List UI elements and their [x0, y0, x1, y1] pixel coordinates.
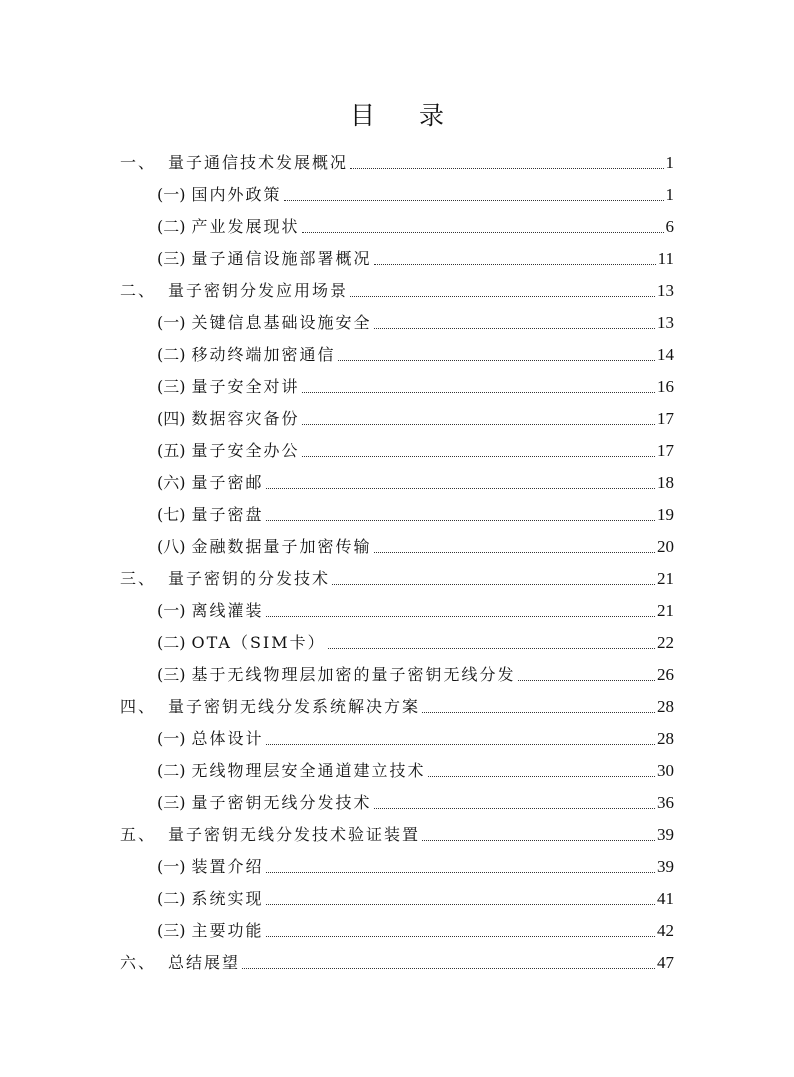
toc-entry-number: (二)	[157, 345, 186, 364]
toc-section-entry[interactable]	[157, 463, 674, 493]
toc-entry-page-number: 20	[657, 537, 674, 556]
toc-entry-number: (八)	[157, 537, 186, 556]
toc-entry-number: (二)	[157, 889, 186, 908]
toc-dot-leader	[266, 872, 655, 873]
toc-entry-number: (一)	[157, 601, 186, 620]
toc-dot-leader	[428, 776, 655, 777]
toc-entry-title: 量子密钥无线分发技术	[191, 793, 372, 812]
toc-entry-title: 无线物理层安全通道建立技术	[191, 761, 426, 780]
toc-entry-number: (二)	[157, 217, 186, 236]
toc-entry-number: (一)	[157, 313, 186, 332]
toc-entry-title: 基于无线物理层加密的量子密钥无线分发	[191, 665, 516, 684]
toc-entry-title: 移动终端加密通信	[191, 345, 336, 364]
toc-dot-leader	[242, 968, 655, 969]
toc-dot-leader	[350, 168, 663, 169]
toc-section-entry[interactable]	[157, 911, 674, 941]
toc-dot-leader	[374, 552, 655, 553]
toc-entry-title: 数据容灾备份	[191, 409, 300, 428]
toc-dot-leader	[266, 616, 655, 617]
toc-section-entry[interactable]	[157, 303, 674, 333]
toc-dot-leader	[284, 200, 664, 201]
toc-entry-title: 量子通信技术发展概况	[168, 153, 349, 172]
toc-entry-title: 国内外政策	[191, 185, 282, 204]
toc-section-entry[interactable]	[157, 591, 674, 621]
toc-entry-page-number: 13	[657, 313, 674, 332]
toc-dot-leader	[302, 456, 655, 457]
toc-entry-number: (二)	[157, 761, 186, 780]
toc-dot-leader	[266, 488, 655, 489]
toc-entry-page-number: 18	[657, 473, 674, 492]
toc-entry-title: 系统实现	[191, 889, 264, 908]
toc-entry-page-number: 1	[665, 185, 674, 204]
toc-entry-title: 量子密钥分发应用场景	[168, 281, 349, 300]
toc-entry-number: (五)	[157, 441, 186, 460]
toc-dot-leader	[266, 904, 655, 905]
toc-section-entry[interactable]	[157, 847, 674, 877]
toc-dot-leader	[518, 680, 655, 681]
toc-entry-page-number: 28	[657, 697, 674, 716]
toc-entry-title: 量子安全对讲	[191, 377, 300, 396]
toc-entry-number: 二、	[120, 281, 157, 300]
toc-entry-page-number: 28	[657, 729, 674, 748]
toc-dot-leader	[338, 360, 655, 361]
toc-entry-number: (三)	[157, 921, 186, 940]
toc-entry-page-number: 21	[657, 569, 674, 588]
toc-section-entry[interactable]	[157, 399, 674, 429]
toc-entry-title: 量子密钥的分发技术	[168, 569, 331, 588]
toc-entry-page-number: 19	[657, 505, 674, 524]
toc-section-entry[interactable]	[157, 527, 674, 557]
toc-section-entry[interactable]	[157, 335, 674, 365]
toc-entry-page-number: 17	[657, 441, 674, 460]
toc-entry-title: 装置介绍	[191, 857, 264, 876]
toc-section-entry[interactable]	[157, 175, 674, 205]
toc-entry-number: (一)	[157, 729, 186, 748]
toc-dot-leader	[266, 744, 655, 745]
toc-entry-page-number: 22	[657, 633, 674, 652]
toc-entry-page-number: 11	[657, 249, 674, 268]
toc-dot-leader	[374, 808, 655, 809]
toc-entry-title: 产业发展现状	[191, 217, 300, 236]
toc-entry-number: (三)	[157, 377, 186, 396]
toc-entry-title: 量子密邮	[191, 473, 264, 492]
toc-entry-title: 量子密盘	[191, 505, 264, 524]
toc-entry-number: (三)	[157, 249, 186, 268]
toc-entry-number: (一)	[157, 857, 186, 876]
toc-chapter-entry[interactable]	[120, 815, 674, 845]
toc-dot-leader	[302, 232, 664, 233]
toc-section-entry[interactable]	[157, 367, 674, 397]
toc-entry-number: (三)	[157, 793, 186, 812]
toc-entry-page-number: 41	[657, 889, 674, 908]
toc-entry-number: 三、	[120, 569, 157, 588]
toc-dot-leader	[422, 840, 655, 841]
toc-dot-leader	[350, 296, 655, 297]
toc-dot-leader	[302, 392, 655, 393]
toc-entry-title: 主要功能	[191, 921, 264, 940]
toc-entry-page-number: 17	[657, 409, 674, 428]
toc-entry-number: 四、	[120, 697, 157, 716]
toc-entry-page-number: 26	[657, 665, 674, 684]
toc-chapter-entry[interactable]	[120, 559, 674, 589]
toc-entry-number: (一)	[157, 185, 186, 204]
toc-chapter-entry[interactable]	[120, 271, 674, 301]
toc-entry-title: 量子安全办公	[191, 441, 300, 460]
toc-dot-leader	[374, 264, 656, 265]
toc-entry-title: OTA（SIM卡）	[191, 633, 326, 652]
toc-entry-page-number: 1	[665, 153, 674, 172]
toc-entry-page-number: 42	[657, 921, 674, 940]
toc-entry-title: 量子密钥无线分发系统解决方案	[168, 697, 421, 716]
toc-dot-leader	[266, 936, 655, 937]
toc-entry-number: (二)	[157, 633, 186, 652]
toc-dot-leader	[422, 712, 655, 713]
toc-chapter-entry[interactable]	[120, 143, 674, 173]
toc-section-entry[interactable]	[157, 751, 674, 781]
toc-entry-number: (三)	[157, 665, 186, 684]
page-title: 目 录	[350, 101, 462, 130]
toc-dot-leader	[266, 520, 655, 521]
toc-chapter-entry[interactable]	[120, 687, 674, 717]
toc-entry-page-number: 39	[657, 857, 674, 876]
toc-entry-page-number: 36	[657, 793, 674, 812]
toc-section-entry[interactable]	[157, 207, 674, 237]
toc-entry-number: (四)	[157, 409, 186, 428]
toc-entry-page-number: 6	[665, 217, 674, 236]
toc-entry-title: 关键信息基础设施安全	[191, 313, 372, 332]
toc-section-entry[interactable]	[157, 879, 674, 909]
toc-dot-leader	[302, 424, 655, 425]
toc-entry-title: 量子密钥无线分发技术验证装置	[168, 825, 421, 844]
toc-entry-title: 金融数据量子加密传输	[191, 537, 372, 556]
toc-entry-page-number: 13	[657, 281, 674, 300]
toc-entry-page-number: 14	[657, 345, 674, 364]
toc-dot-leader	[328, 648, 655, 649]
toc-entry-page-number: 30	[657, 761, 674, 780]
toc-section-entry[interactable]	[157, 783, 674, 813]
toc-entry-number: 五、	[120, 825, 157, 844]
toc-entry-number: (六)	[157, 473, 186, 492]
toc-section-entry[interactable]	[157, 239, 674, 269]
toc-entry-number: 六、	[120, 953, 157, 972]
toc-entry-page-number: 16	[657, 377, 674, 396]
toc-entry-title: 总体设计	[191, 729, 264, 748]
toc-dot-leader	[332, 584, 655, 585]
toc-entry-page-number: 47	[657, 953, 674, 972]
toc-entry-title: 量子通信设施部署概况	[191, 249, 372, 268]
toc-dot-leader	[374, 328, 655, 329]
toc-section-entry[interactable]	[157, 719, 674, 749]
toc-entry-number: (七)	[157, 505, 186, 524]
toc-chapter-entry[interactable]	[120, 943, 674, 973]
toc-entry-title: 总结展望	[168, 953, 241, 972]
toc-section-entry[interactable]	[157, 495, 674, 525]
toc-section-entry[interactable]	[157, 655, 674, 685]
toc-section-entry[interactable]	[157, 431, 674, 461]
toc-entry-page-number: 39	[657, 825, 674, 844]
toc-entry-number: 一、	[120, 153, 157, 172]
toc-entry-page-number: 21	[657, 601, 674, 620]
toc-section-entry[interactable]	[157, 623, 674, 653]
toc-entry-title: 离线灌装	[191, 601, 264, 620]
